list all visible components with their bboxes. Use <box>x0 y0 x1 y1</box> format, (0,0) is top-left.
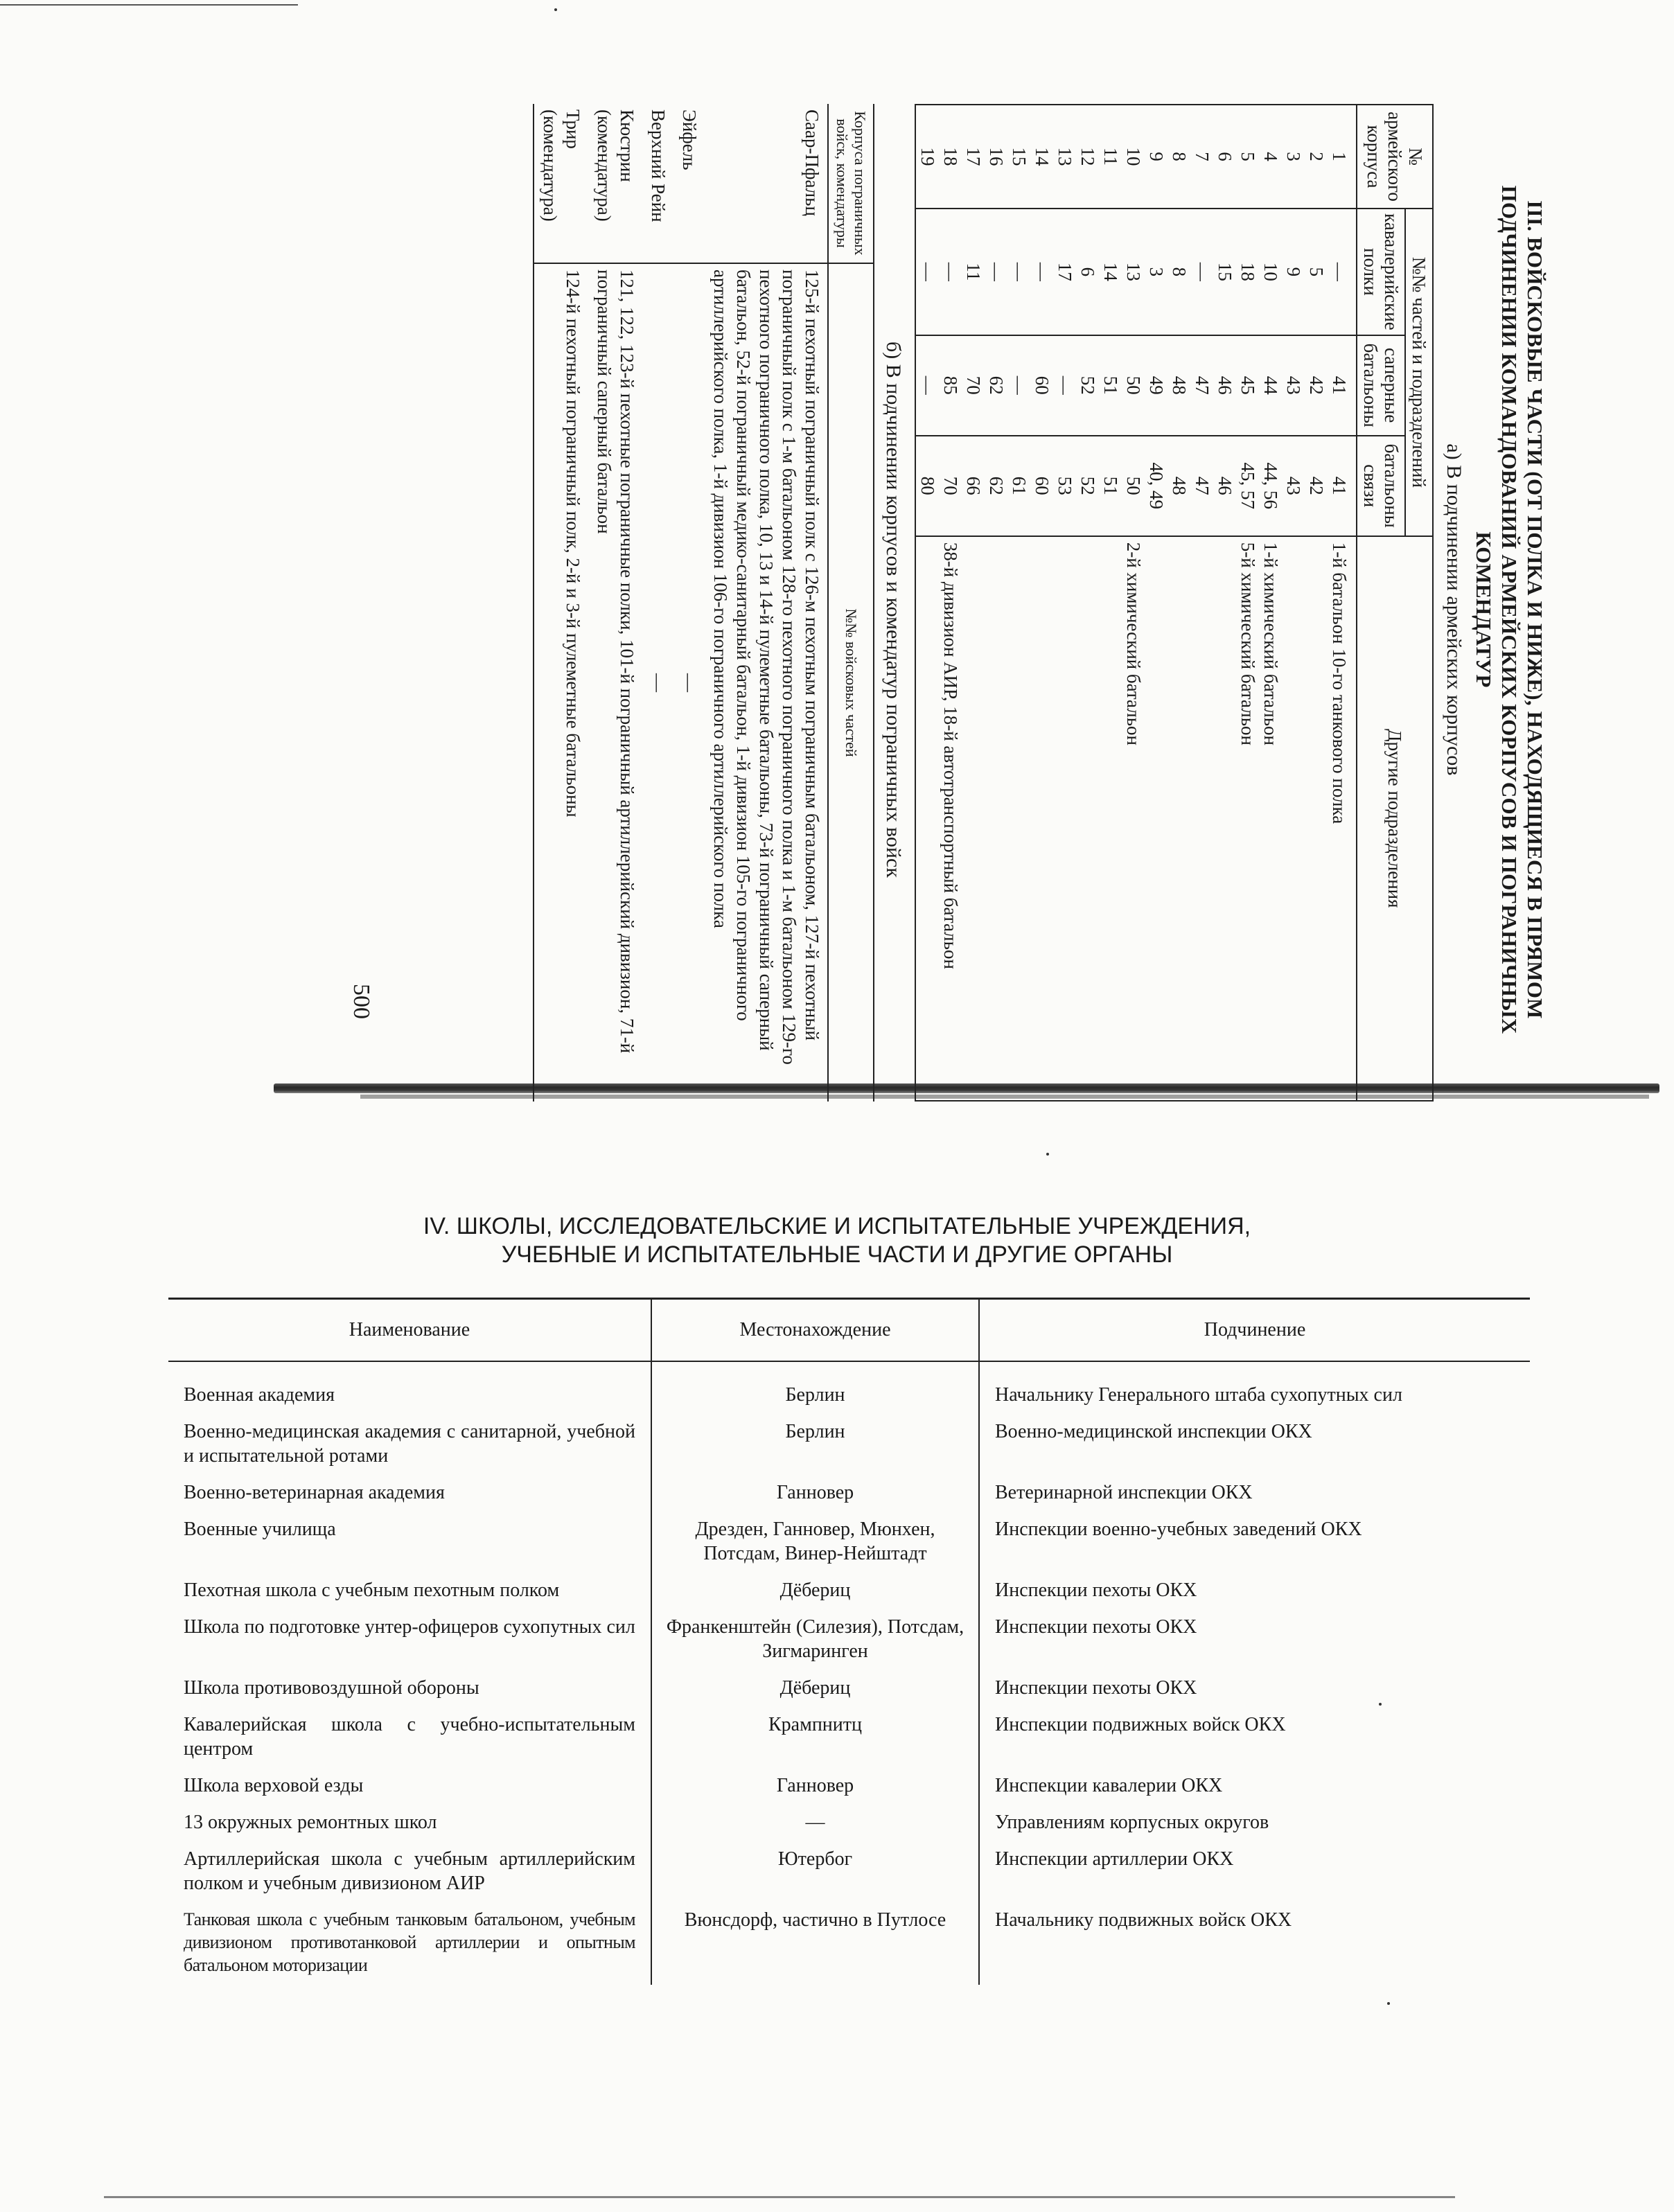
schools-table <box>168 1298 1530 1985</box>
table-row: Школа по подготовке унтер-офицеров сухопутных сил Франкенштейн (Силезия), Потсдам, Зигмаринген Инспекции пехоты ОКХ <box>168 1611 1530 1672</box>
table-row: 4 10 44 44, 56 1-й химический батальон <box>1259 105 1282 1101</box>
table-row: 2 5 42 42 <box>1305 105 1328 1101</box>
table-row: Военно-медицинская академия с санитарной, учебной и испытательной ротами Берлин Военно-медицинской инспекции ОКХ <box>168 1415 1530 1476</box>
header-signal: батальоны связи <box>1357 436 1405 536</box>
section-3-title: III. ВОЙСКОВЫЕ ЧАСТИ (ОТ ПОЛКА И НИЖЕ), НАХОДЯЩИЕСЯ В ПРЯМОМ ПОДЧИНЕНИИ КОМАНДОВАНИЙ АРМЕЙСКИХ КОРПУСОВ И ПОГРАНИЧНЫХ КОМЕНДАТУР <box>1472 185 1547 1034</box>
header-location: Местонахождение <box>651 1299 979 1362</box>
table-row: Школа верховой езды Ганновер Инспекции кавалерии ОКХ <box>168 1769 1530 1806</box>
table-row: Кюстрин (комендатура) 121, 122, 123-й пехотные пограничные полки, 101-й пограничный артиллерийский дивизион, 71-й пограничный саперный батальон <box>588 104 642 1101</box>
header-subordination: Подчинение <box>979 1299 1530 1362</box>
scan-speck <box>1046 1153 1049 1156</box>
table-row: Военная академия Берлин Начальнику Генерального штаба сухопутных сил <box>168 1361 1530 1415</box>
table-row: 16 — 62 62 <box>985 105 1007 1101</box>
subsection-a-title: а) В подчинении армейских корпусов <box>1443 443 1465 776</box>
table-row: 12 6 52 52 <box>1076 105 1099 1101</box>
scan-edge-line <box>0 4 298 6</box>
header-border-units: №№ войсковых частей <box>828 263 874 1101</box>
scan-speck <box>554 8 557 11</box>
subsection-b-title: б) В подчинении корпусов и комендатур пограничных войск <box>882 342 905 878</box>
table-row: 11 14 51 51 <box>1099 105 1122 1101</box>
table-row: 5 18 45 45, 57 5-й химический батальон <box>1236 105 1259 1101</box>
table-row: 1 — 41 41 1-й батальон 10-го танкового полка <box>1328 105 1357 1101</box>
header-sapper: саперные батальоны <box>1357 335 1405 436</box>
table-row: 13 17 — 53 <box>1053 105 1076 1101</box>
table-row: Артиллерийская школа с учебным артиллерийским полком и учебным дивизионом АИР Ютербог Инспекции артиллерии ОКХ <box>168 1843 1530 1904</box>
header-border-corps: Корпуса пограничных войск, комендатуры <box>828 104 874 263</box>
scan-speck <box>1387 2002 1390 2005</box>
table-row: 19 — — 80 <box>915 105 939 1101</box>
table-row: 18 — 85 70 38-й дивизион АИР, 18-й автотранспортный батальон <box>939 105 962 1101</box>
table-row: 6 15 46 46 <box>1213 105 1236 1101</box>
table-row: 17 11 70 66 <box>962 105 985 1101</box>
table-row: Школа противовоздушной обороны Дёбериц Инспекции пехоты ОКХ <box>168 1672 1530 1708</box>
table-row: Военно-ветеринарная академия Ганновер Ветеринарной инспекции ОКХ <box>168 1476 1530 1513</box>
table-row: Танковая школа с учебным танковым батальоном, учебным дивизионом противотанковой артиллерии и опытным батальоном моторизации Вюнсдорф, частично в Путлосе Начальнику подвижных войск ОКХ <box>168 1904 1530 1985</box>
header-units-group: №№ частей и подразделений <box>1405 209 1433 536</box>
table-row: 7 — 47 47 <box>1190 105 1213 1101</box>
header-other-units: Другие подразделения <box>1357 536 1433 1101</box>
table-row: 14 — 60 60 <box>1030 105 1053 1101</box>
section-3-rotated <box>173 104 1552 1115</box>
table-row: 8 8 48 48 <box>1168 105 1190 1101</box>
table-row: 15 — — 61 <box>1007 105 1030 1101</box>
army-corps-table <box>915 104 1434 1101</box>
scan-bottom-line <box>104 2196 1455 2198</box>
table-row: Кавалерийская школа с учебно-испытательным центром Крампнитц Инспекции подвижных войск ОКХ <box>168 1708 1530 1769</box>
section-4-title: IV. ШКОЛЫ, ИССЛЕДОВАТЕЛЬСКИЕ И ИСПЫТАТЕЛЬНЫЕ УЧРЕЖДЕНИЯ, УЧЕБНЫЕ И ИСПЫТАТЕЛЬНЫЕ ЧАСТИ И ДРУГИЕ ОРГАНЫ <box>423 1213 1251 1268</box>
table-row: 9 3 49 40, 49 <box>1145 105 1168 1101</box>
header-cavalry: кавалерийские полки <box>1357 209 1405 335</box>
page-number: 500 <box>349 984 374 1019</box>
table-row: Эйфель — <box>673 104 705 1101</box>
table-row: 13 окружных ремонтных школ — Управлениям корпусных округов <box>168 1806 1530 1843</box>
header-name: Наименование <box>168 1299 651 1362</box>
table-row: Военные училища Дрезден, Ганновер, Мюнхен, Потсдам, Винер-Нейштадт Инспекции военно-учебных заведений ОКХ <box>168 1513 1530 1574</box>
header-corps-number: № армейского корпуса <box>1357 105 1433 209</box>
table-row: Верхний Рейн — <box>642 104 673 1101</box>
table-row: Пехотная школа с учебным пехотным полком Дёбериц Инспекции пехоты ОКХ <box>168 1574 1530 1611</box>
table-row: 10 13 50 50 2-й химический батальон <box>1122 105 1145 1101</box>
border-troops-table <box>533 104 874 1101</box>
table-row: Трир (комендатура) 124-й пехотный пограничный полк, 2-й и 3-й пулеметные батальоны <box>534 104 588 1101</box>
table-row: 3 9 43 43 <box>1282 105 1305 1101</box>
table-row: Саар-Пфальц 125-й пехотный пограничный полк с 126-м пехотным пограничным батальоном, 127-й пехотный пограничный полк с 1-м батальоном 128-го пехотного пограничного полка и 1-м батальоном 129-го пехотного пограничного полка, 10, 13 и 14-й пулеметные батальоны, 73-й пограничный саперный батальон, 52-й пограничный медико-санитарный батальон, 1-й дивизион 105-го пограничного артиллерийского полка, 1-й дивизион 106-го пограничного артиллерийского полка <box>705 104 828 1101</box>
